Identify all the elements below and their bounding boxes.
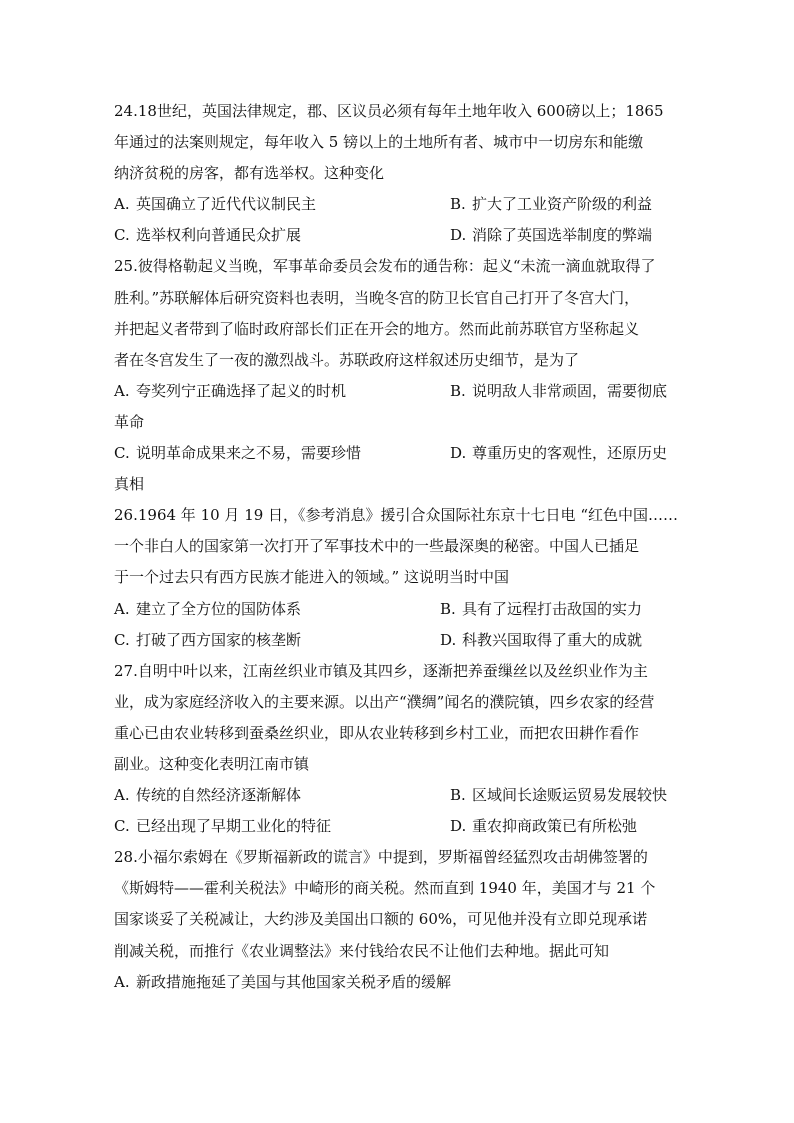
option-d[interactable] [450, 811, 637, 842]
option-letter: B. [450, 195, 466, 214]
option-letter: D. [450, 817, 467, 836]
question-text-line: 国家谈妥了关税减让，大约涉及美国出口额的 60%，可见他并没有立即兑现承诺 [114, 910, 648, 929]
question-25 [114, 251, 682, 500]
option-text: 英国确立了近代代议制民主 [136, 195, 317, 214]
option-letter: A. [114, 786, 130, 805]
option-row [114, 220, 682, 251]
option-row [114, 811, 682, 842]
option-letter: C. [114, 817, 130, 836]
option-letter: C. [114, 444, 130, 463]
option-c[interactable] [114, 438, 361, 469]
option-row [114, 967, 682, 998]
option-text: 建立了全方位的国防体系 [136, 599, 302, 618]
option-letter: C. [114, 226, 130, 245]
option-letter: D. [450, 444, 467, 463]
option-letter: A. [114, 599, 130, 618]
question-text-line: 业，成为家庭经济收入的主要来源。以出产“濮绸”闻名的濮院镇，四乡农家的经营 [114, 692, 655, 711]
option-d-wrap: 真相 [114, 475, 145, 494]
option-row [114, 780, 682, 811]
option-c[interactable] [114, 625, 301, 656]
option-text: 扩大了工业资产阶级的利益 [472, 195, 653, 214]
option-row [114, 625, 682, 656]
question-24 [114, 96, 682, 251]
question-text-line: 年通过的法案则规定，每年收入 5 镑以上的土地所有者、城市中一切房东和能缴 [114, 133, 644, 152]
option-text: 说明敌人非常顽固，需要彻底 [472, 381, 668, 400]
option-a[interactable] [114, 189, 316, 220]
question-text-line: 并把起义者带到了临时政府部长们正在开会的地方。然而此前苏联官方坚称起义 [114, 319, 640, 338]
option-letter: B. [450, 786, 466, 805]
option-b[interactable] [450, 780, 667, 811]
question-text-line: 一个非白人的国家第一次打开了军事技术中的一些最深奥的秘密。中国人已插足 [114, 537, 640, 556]
option-a[interactable] [114, 594, 301, 625]
option-row [114, 438, 682, 469]
question-text-line: 24.18世纪，英国法律规定，郡、区议员必须有每年土地年收入 600磅以上；1865 [114, 102, 664, 120]
option-letter: B. [450, 381, 466, 400]
question-text-line: 重心已由农业转移到蚕桑丝织业，即从农业转移到乡村工业，而把农田耕作看作 [114, 723, 640, 742]
option-text: 传统的自然经济逐渐解体 [136, 786, 302, 805]
question-text-line: 28.小福尔索姆在《罗斯福新政的谎言》中提到，罗斯福曾经猛烈攻击胡佛签署的 [114, 848, 648, 867]
question-text-line: 27.自明中叶以来，江南丝织业市镇及其四乡，逐渐把养蚕缫丝以及丝织业作为主 [114, 661, 648, 680]
question-text-line: 纳济贫税的房客，都有选举权。这种变化 [114, 164, 385, 183]
option-text: 科教兴国取得了重大的成就 [462, 630, 643, 649]
option-d[interactable] [440, 625, 642, 656]
exam-page [114, 96, 682, 998]
option-b-wrap: 革命 [114, 412, 145, 431]
option-text: 尊重历史的客观性，还原历史 [472, 444, 668, 463]
option-letter: B. [440, 599, 456, 618]
option-text: 夸奖列宁正确选择了起义的时机 [136, 381, 347, 400]
option-text: 已经出现了早期工业化的特征 [136, 817, 332, 836]
option-a[interactable] [114, 376, 346, 407]
option-letter: D. [440, 630, 457, 649]
option-letter: A. [114, 195, 130, 214]
question-text-line: 26.1964 年 10 月 19 日，《参考消息》援引合众国际社东京十七日电 “红色中国…… [114, 506, 678, 525]
option-b[interactable] [450, 376, 667, 407]
option-text: 新政措施拖延了美国与其他国家关税矛盾的缓解 [136, 972, 452, 991]
option-b[interactable] [450, 189, 652, 220]
option-text: 消除了英国选举制度的弊端 [472, 226, 653, 245]
question-text-line: 25.彼得格勒起义当晚，军事革命委员会发布的通告称：起义“未流一滴血就取得了 [114, 257, 656, 276]
option-letter: D. [450, 226, 467, 245]
question-text-line: 《斯姆特——霍利关税法》中崎形的商关税。然而直到 1940 年，美国才与 21 个 [114, 879, 656, 898]
option-text: 选举权利向普通民众扩展 [136, 226, 302, 245]
question-28 [114, 842, 682, 997]
option-text: 具有了远程打击敌国的实力 [462, 599, 643, 618]
option-b[interactable] [440, 594, 642, 625]
option-a[interactable] [114, 967, 451, 998]
question-text-line: 副业。这种变化表明江南市镇 [114, 754, 310, 773]
option-row [114, 376, 682, 407]
option-text: 打破了西方国家的核垄断 [136, 630, 302, 649]
option-row [114, 594, 682, 625]
option-text: 区域间长途贩运贸易发展较快 [472, 786, 668, 805]
option-letter: C. [114, 630, 130, 649]
option-d[interactable] [450, 438, 667, 469]
option-row [114, 189, 682, 220]
option-c[interactable] [114, 220, 301, 251]
question-text-line: 胜利。”苏联解体后研究资料也表明，当晚冬宫的防卫长官自己打开了冬宫大门， [114, 288, 640, 307]
question-text-line: 者在冬宫发生了一夜的激烈战斗。苏联政府这样叙述历史细节，是为了 [114, 350, 580, 369]
question-text-line: 削减关税，而推行《农业调整法》来付钱给农民不让他们去种地。据此可知 [114, 941, 610, 960]
question-27 [114, 656, 682, 843]
option-letter: A. [114, 972, 130, 991]
question-text-line: 于一个过去只有西方民族才能进入的领域。” 这说明当时中国 [114, 568, 509, 587]
question-26 [114, 500, 682, 655]
option-a[interactable] [114, 780, 301, 811]
option-d[interactable] [450, 220, 652, 251]
option-text: 说明革命成果来之不易，需要珍惜 [136, 444, 362, 463]
option-c[interactable] [114, 811, 331, 842]
option-letter: A. [114, 381, 130, 400]
option-text: 重农抑商政策已有所松弛 [472, 817, 638, 836]
